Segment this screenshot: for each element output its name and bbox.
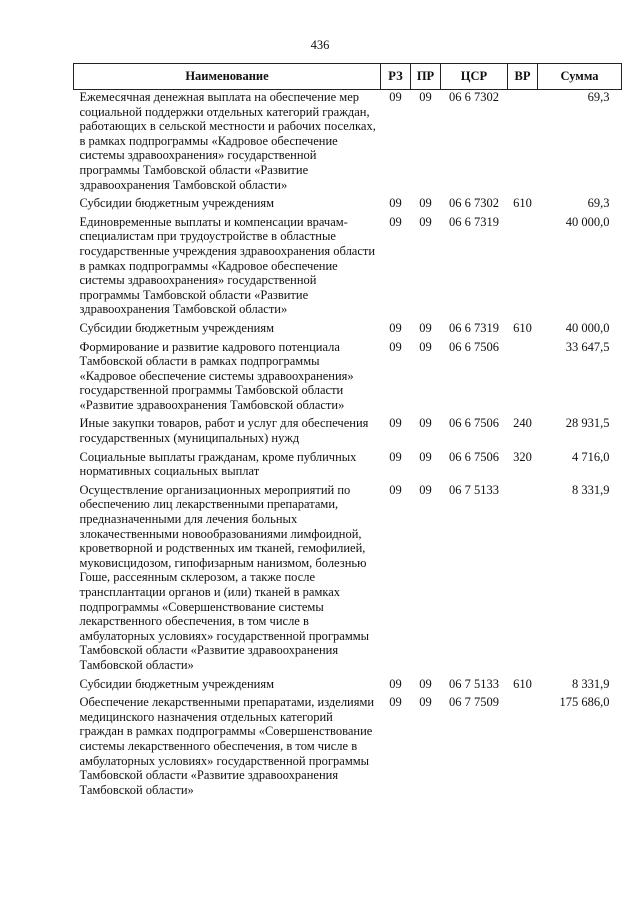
row-vr [508, 483, 538, 677]
row-vr: 610 [513, 320, 532, 335]
row-rz: 09 [389, 339, 402, 354]
row-name: Осуществление организационных мероприятий по обеспечению лиц лекарственными препаратами, предназначенными для лечения больных злокачественными новообразованиями лимфоидной, кроветворной и родственных им тканей, гемофилией, муковисцидозом, гипофизарным нанизмом, болезнью Гоше, рассеянным склерозом, а также после трансплантации органов и (или) тканей в рамках подпрограммы «Совершенствование системы лекарственного обеспечения, в том числе в амбулаторных условиях» государственной программы Тамбовской области «Развитие здравоохранения Тамбовской области» [79, 482, 370, 672]
page-number: 436 [310, 38, 330, 52]
row-rz: 09 [389, 676, 402, 691]
row-vr [508, 90, 538, 197]
header-rz: РЗ [381, 64, 411, 90]
row-name: Иные закупки товаров, работ и услуг для обеспечения государственных (муниципальных) нужд [79, 416, 369, 446]
row-pr: 09 [419, 695, 432, 710]
row-vr: 320 [513, 449, 532, 464]
row-vr [508, 215, 538, 321]
row-name: Формирование и развитие кадрового потенциала Тамбовской области в рамках подпрограммы «Кадровое обеспечение системы здравоохранения» государственной программы Тамбовской области «Развитие здравоохранения Тамбовской области» [79, 339, 354, 412]
header-csr: ЦСР [441, 64, 508, 90]
row-rz: 09 [389, 449, 402, 464]
row-csr: 06 6 7302 [449, 90, 499, 104]
row-sum: 28 931,5 [565, 416, 610, 431]
row-sum: 69,3 [587, 90, 610, 104]
row-sum: 4 716,0 [572, 449, 610, 464]
table-row [74, 677, 622, 696]
table-row [74, 450, 622, 483]
row-name: Ежемесячная денежная выплата на обеспечение мер социальной поддержки отдельных категорий граждан, работающих в сельской местности и рабочих поселках, в рамках подпрограммы «Кадровое обеспечение системы здравоохранения» государственной программы Тамбовской области «Развитие здравоохранения Тамбовской области» [79, 90, 376, 192]
row-sum: 33 647,5 [565, 339, 610, 354]
table-row [74, 695, 622, 801]
row-pr: 09 [419, 214, 432, 229]
row-sum: 8 331,9 [572, 676, 610, 691]
row-pr: 09 [419, 196, 432, 211]
row-rz: 09 [389, 90, 402, 104]
row-rz: 09 [389, 416, 402, 431]
row-pr: 09 [419, 449, 432, 464]
row-vr: 240 [513, 416, 532, 431]
row-sum: 69,3 [587, 196, 610, 211]
row-sum: 40 000,0 [565, 214, 610, 229]
row-csr: 06 6 7506 [449, 416, 499, 431]
row-pr: 09 [419, 320, 432, 335]
row-vr [508, 340, 538, 417]
row-csr: 06 6 7319 [449, 214, 499, 229]
row-pr: 09 [419, 676, 432, 691]
table-row [74, 90, 622, 197]
row-name: Субсидии бюджетным учреждениям [79, 196, 275, 211]
header-vr: ВР [508, 64, 538, 90]
table-row [74, 215, 622, 321]
row-vr [508, 695, 538, 801]
table-row [74, 321, 622, 340]
table-row [74, 196, 622, 215]
row-pr: 09 [419, 416, 432, 431]
header-pr: ПР [411, 64, 441, 90]
row-csr: 06 7 5133 [449, 676, 499, 691]
row-vr: 610 [513, 676, 532, 691]
row-csr: 06 7 5133 [449, 482, 499, 497]
row-sum: 175 686,0 [559, 695, 610, 710]
table-row [74, 416, 622, 449]
row-sum: 40 000,0 [565, 320, 610, 335]
row-name: Субсидии бюджетным учреждениям [79, 320, 275, 335]
table-row [74, 340, 622, 417]
row-rz: 09 [389, 320, 402, 335]
row-name: Единовременные выплаты и компенсации врачам-специалистам при трудоустройстве в областные государственные учреждения здравоохранения области в рамках подпрограммы «Кадровое обеспечение системы здравоохранения» государственной программы Тамбовской области «Развитие здравоохранения Тамбовской области» [79, 214, 376, 317]
row-rz: 09 [389, 482, 402, 497]
row-csr: 06 6 7506 [449, 449, 499, 464]
table-row [74, 483, 622, 677]
budget-table [73, 63, 622, 801]
table-header-row [74, 64, 622, 90]
row-rz: 09 [389, 196, 402, 211]
row-rz: 09 [389, 214, 402, 229]
row-csr: 06 6 7319 [449, 320, 499, 335]
row-pr: 09 [419, 482, 432, 497]
row-name: Обеспечение лекарственными препаратами, изделиями медицинского назначения отдельных категорий граждан в рамках подпрограммы «Совершенствование системы лекарственного обеспечения, в том числе в амбулаторных условиях» государственной программы Тамбовской области «Развитие здравоохранения Тамбовской области» [79, 695, 375, 797]
header-sum: Сумма [538, 64, 622, 90]
row-pr: 09 [419, 339, 432, 354]
row-sum: 8 331,9 [572, 482, 610, 497]
header-name: Наименование [74, 64, 381, 90]
row-csr: 06 6 7506 [449, 339, 499, 354]
row-csr: 06 6 7302 [449, 196, 499, 211]
row-vr: 610 [513, 196, 532, 211]
row-name: Социальные выплаты гражданам, кроме публичных нормативных социальных выплат [79, 449, 357, 479]
row-name: Субсидии бюджетным учреждениям [79, 676, 275, 691]
row-csr: 06 7 7509 [449, 695, 499, 710]
row-pr: 09 [419, 90, 432, 104]
row-rz: 09 [389, 695, 402, 710]
